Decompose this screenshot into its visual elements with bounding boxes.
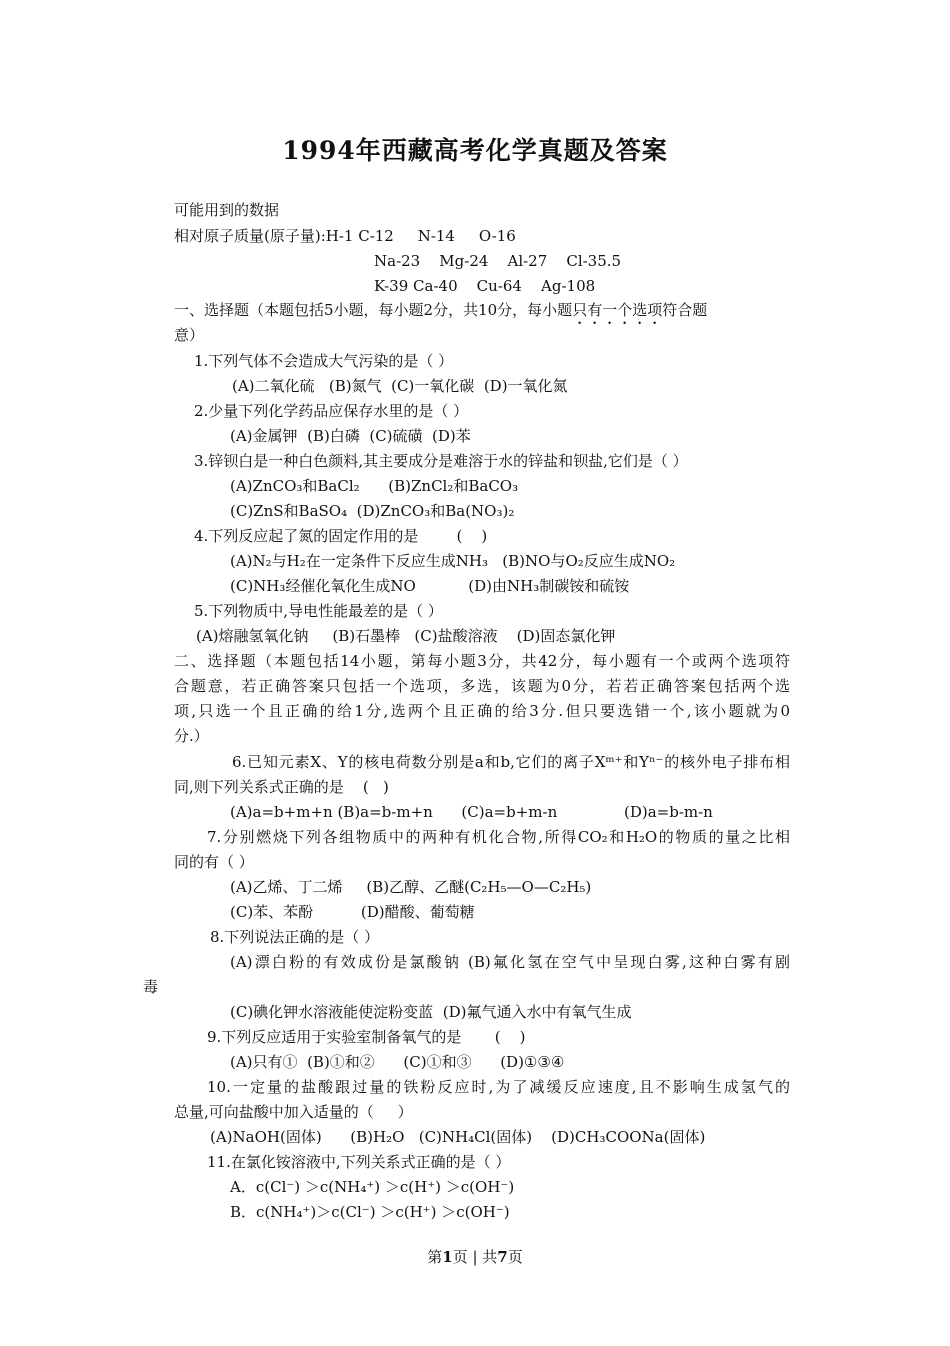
question-10-options: (A)NaOH(固体) (B)H₂O (C)NH₄Cl(固体) (D)CH₃COONa(固体) bbox=[210, 1128, 706, 1146]
question-3-options-1: (A)ZnCO₃和BaCl₂ (B)ZnCl₂和BaCO₃ bbox=[230, 477, 519, 495]
footer-mid: 页 | 共 bbox=[452, 1248, 498, 1266]
question-8-options-2: (C)碘化钾水溶液能使淀粉变蓝 (D)氟气通入水中有氧气生成 bbox=[230, 1003, 632, 1021]
question-9: 9.下列反应适用于实验室制备氧气的是 ( ) bbox=[207, 1028, 526, 1046]
question-5: 5.下列物质中,导电性能最差的是（ ） bbox=[194, 602, 443, 620]
question-1: 1.下列气体不会造成大气污染的是（ ） bbox=[194, 352, 454, 370]
question-7-options-1: (A)乙烯、丁二烯 (B)乙醇、乙醚(C₂H₅—O—C₂H₅) bbox=[230, 878, 592, 896]
section-1-emphasis: 只有一个选项 bbox=[572, 301, 663, 319]
question-6-options: (A)a=b+m+n (B)a=b-m+n (C)a=b+m-n (D)a=b-m-n bbox=[230, 803, 713, 821]
atomic-mass-line-1: 相对原子质量(原子量):H-1 C-12 N-14 O-16 bbox=[174, 227, 516, 245]
question-2: 2.少量下列化学药品应保存水里的是（ ） bbox=[194, 402, 469, 420]
data-heading: 可能用到的数据 bbox=[174, 201, 280, 219]
footer-page-number: 1 bbox=[442, 1248, 453, 1266]
question-11-option-a: A．c(Cl⁻) ＞c(NH₄⁺) ＞c(H⁺) ＞c(OH⁻) bbox=[230, 1178, 515, 1196]
question-11: 11.在氯化铵溶液中,下列关系式正确的是（ ） bbox=[207, 1153, 511, 1171]
section-1-text-a: 一、选择题（本题包括5小题，每小题2分，共10分，每小题 bbox=[174, 301, 573, 319]
section-2-instructions-1: 二、选择题（本题包括14小题，第每小题3分，共42分，每小题有一个或两个选项符 bbox=[174, 652, 790, 670]
question-6: 6.已知元素X、Y的核电荷数分别是a和b,它们的离子Xᵐ⁺和Yⁿ⁻的核外电子排布相 bbox=[232, 753, 790, 771]
atomic-mass-line-2: Na-23 Mg-24 Al-27 Cl-35.5 bbox=[374, 252, 622, 270]
question-9-options: (A)只有① (B)①和② (C)①和③ (D)①③④ bbox=[230, 1053, 565, 1071]
question-10: 10.一定量的盐酸跟过量的铁粉反应时,为了减缓反应速度,且不影响生成氢气的 bbox=[207, 1078, 790, 1096]
page-title: 1994年西藏高考化学真题及答案 bbox=[282, 136, 668, 165]
question-7-wrap: 同的有（ ） bbox=[174, 853, 254, 871]
section-1-instructions-wrap: 意） bbox=[174, 326, 205, 344]
question-7-options-2: (C)苯、苯酚 (D)醋酸、葡萄糖 bbox=[230, 903, 475, 921]
question-1-options: (A)二氧化硫 (B)氮气 (C)一氧化碳 (D)一氧化氮 bbox=[232, 377, 568, 395]
question-3-options-2: (C)ZnS和BaSO₄ (D)ZnCO₃和Ba(NO₃)₂ bbox=[230, 502, 515, 520]
section-2-instructions-3: 项,只选一个且正确的给1分,选两个且正确的给3分.但只要选错一个,该小题就为0 bbox=[174, 702, 790, 720]
question-5-options: (A)熔融氢氧化钠 (B)石墨棒 (C)盐酸溶液 (D)固态氯化钾 bbox=[196, 627, 616, 645]
question-3: 3.锌钡白是一种白色颜料,其主要成分是难溶于水的锌盐和钡盐,它们是（ ） bbox=[194, 452, 688, 470]
question-8-options-1: (A)漂白粉的有效成份是氯酸钠 (B)氟化氢在空气中呈现白雾,这种白雾有剧 bbox=[230, 953, 790, 971]
question-11-option-b: B．c(NH₄⁺)＞c(Cl⁻) ＞c(H⁺) ＞c(OH⁻) bbox=[230, 1203, 510, 1221]
atomic-mass-line-3: K-39 Ca-40 Cu-64 Ag-108 bbox=[374, 277, 596, 295]
question-8-options-1-wrap: 毒 bbox=[143, 978, 159, 996]
question-7: 7.分别燃烧下列各组物质中的两种有机化合物,所得CO₂和H₂O的物质的量之比相 bbox=[207, 828, 790, 846]
footer-prefix: 第 bbox=[427, 1248, 443, 1266]
page-footer bbox=[0, 1246, 950, 1267]
question-8: 8.下列说法正确的是（ ） bbox=[210, 928, 380, 946]
footer-suffix: 页 bbox=[507, 1248, 523, 1266]
question-4-options-2: (C)NH₃经催化氧化生成NO (D)由NH₃制碳铵和硫铵 bbox=[230, 577, 630, 595]
section-1-text-c: 符合题 bbox=[662, 301, 708, 319]
section-2-instructions-2: 合题意，若正确答案只包括一个选项，多选，该题为0分，若若正确答案包括两个选 bbox=[174, 677, 790, 695]
question-2-options: (A)金属钾 (B)白磷 (C)硫磺 (D)苯 bbox=[230, 427, 471, 445]
question-4-options-1: (A)N₂与H₂在一定条件下反应生成NH₃ (B)NO与O₂反应生成NO₂ bbox=[230, 552, 676, 570]
question-4: 4.下列反应起了氮的固定作用的是 ( ) bbox=[194, 527, 488, 545]
footer-total-pages: 7 bbox=[497, 1248, 508, 1266]
question-10-wrap: 总量,可向盐酸中加入适量的（ ） bbox=[174, 1103, 413, 1121]
question-6-wrap: 同,则下列关系式正确的是 ( ) bbox=[174, 778, 389, 796]
section-2-instructions-4: 分.） bbox=[174, 727, 209, 745]
section-1-instructions bbox=[174, 300, 707, 328]
